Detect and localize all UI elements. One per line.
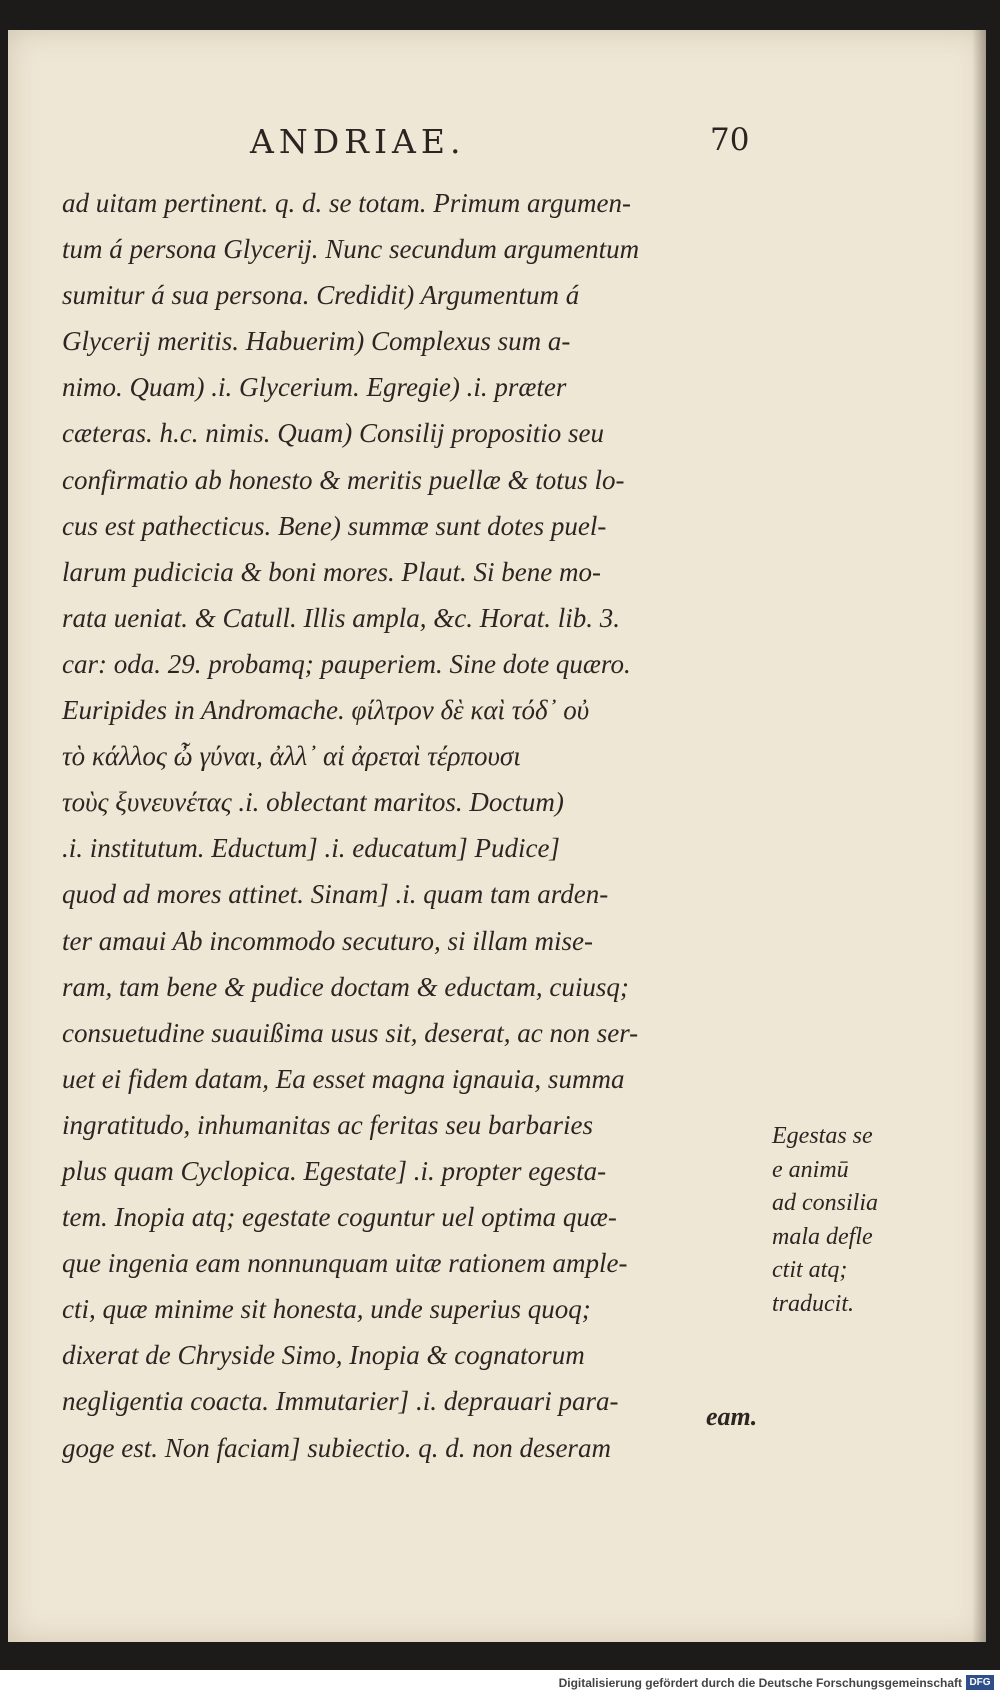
text-line: Glycerij meritis. Habuerim) Complexus sum a- (62, 326, 571, 357)
text-line: nimo. Quam) .i. Glycerium. Egregie) .i. præter (62, 372, 567, 403)
text-line: ram, tam bene & pudice doctam & eductam, cuiusq; (62, 971, 629, 1002)
text-line: plus quam Cyclopica. Egestate] .i. propter egesta- (62, 1155, 607, 1186)
text-line: Euripides in Andromache. φίλτρον δὲ καὶ τόδ᾽ οὐ (62, 695, 590, 726)
text-line: ter amaui Ab incommodo secuturo, si illam mise- (62, 925, 593, 956)
text-line: ingratitudo, inhumanitas ac feritas seu barbaries (62, 1109, 594, 1140)
funding-credit: Digitalisierung gefördert durch die Deutsche Forschungsgemeinschaft (558, 1676, 962, 1690)
marginal-note (772, 1120, 922, 1321)
text-line: τὸ κάλλος ὦ γύναι, ἀλλ᾽ αἱ ἀρεταὶ τέρπουσι (62, 741, 521, 772)
margin-note-line: e animū (772, 1156, 849, 1183)
book-page (8, 30, 986, 1642)
text-line: quod ad mores attinet. Sinam] .i. quam tam arden- (62, 879, 609, 910)
margin-note-line: ctit atq; (772, 1257, 848, 1283)
text-line: sumitur á sua persona. Credidit) Argumentum á (62, 280, 580, 311)
margin-note-line: ad consilia (772, 1190, 878, 1216)
text-line: dixerat de Chryside Simo, Inopia & cognatorum (62, 1340, 585, 1371)
running-head: ANDRIAE. (250, 122, 466, 161)
text-line: cæteras. h.c. nimis. Quam) Consilij propositio seu (62, 418, 605, 449)
text-line: consuetudine suauißima usus sit, deserat, ac non ser- (62, 1017, 639, 1048)
text-line: .i. institutum. Eductum] .i. educatum] Pudice] (62, 833, 560, 864)
dfg-logo: DFG (966, 1675, 994, 1690)
page-number: 70 (710, 122, 750, 158)
text-line: rata ueniat. & Catull. Illis ampla, &c. Horat. lib. 3. (62, 602, 621, 633)
text-line: car: oda. 29. probamq; pauperiem. Sine dote quæro. (62, 648, 631, 679)
text-line: larum pudicicia & boni mores. Plaut. Si bene mo- (62, 556, 601, 587)
text-line: que ingenia eam nonnunquam uitæ rationem ample- (62, 1248, 628, 1279)
text-line: uet ei fidem datam, Ea esset magna ignauia, summa (62, 1063, 625, 1094)
text-line: confirmatio ab honesto & meritis puellæ & totus lo- (62, 464, 625, 495)
footer-bar (0, 1670, 1000, 1697)
text-line: tem. Inopia atq; egestate coguntur uel optima quæ- (62, 1202, 617, 1233)
text-line: τοὺς ξυνευνέτας .i. oblectant maritos. Doctum) (62, 787, 564, 818)
text-line: ad uitam pertinent. q. d. se totam. Primum argumen- (62, 188, 631, 218)
margin-note-line: Egestas se (772, 1123, 873, 1149)
main-text-block (62, 180, 762, 1471)
margin-note-line: mala defle (772, 1223, 873, 1250)
text-line: cti, quæ minime sit honesta, unde superius quoq; (62, 1294, 591, 1325)
catchword: eam. (706, 1402, 758, 1431)
text-line: cus est pathecticus. Bene) summæ sunt dotes puel- (62, 510, 607, 541)
text-line: negligentia coacta. Immutarier] .i. deprauari para- (62, 1386, 619, 1417)
text-line: goge est. Non faciam] subiectio. q. d. non deseram (62, 1432, 611, 1463)
margin-note-line: traducit. (772, 1290, 854, 1317)
text-line: tum á persona Glycerij. Nunc secundum argumentum (62, 234, 640, 265)
